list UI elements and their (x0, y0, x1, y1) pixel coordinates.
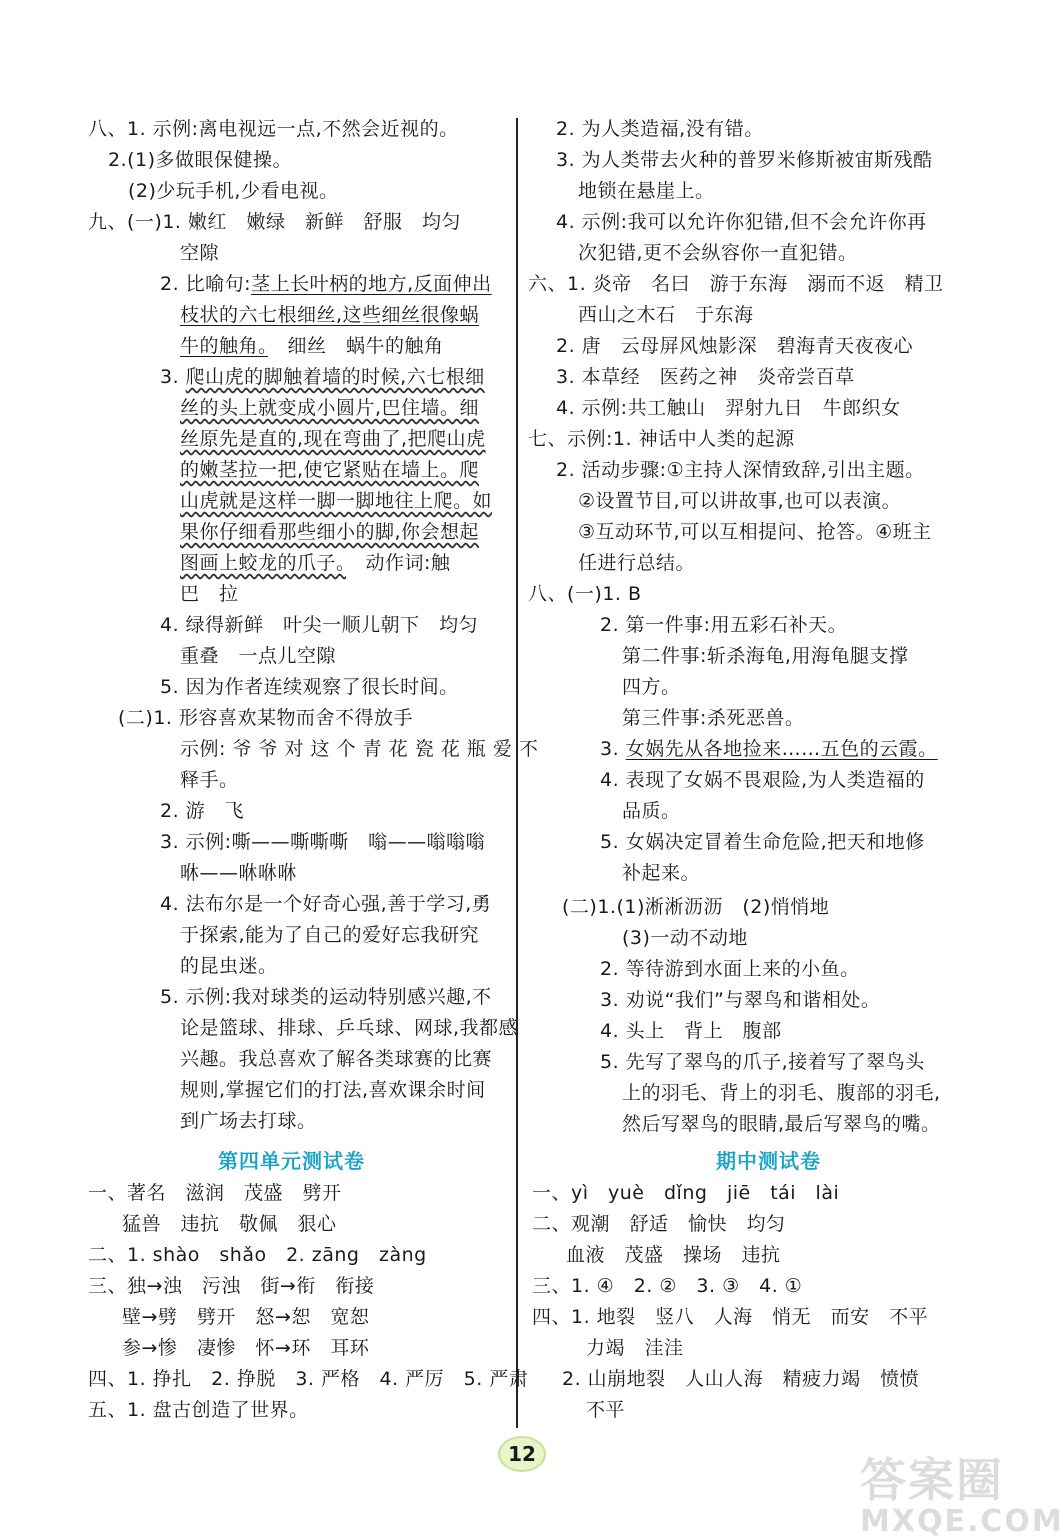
answer-line: 地锁在悬崖上。 (578, 180, 715, 202)
answer-line: ③互动环节,可以互相提问、抢答。④班主 (578, 521, 932, 543)
answer-line: 2. 唐 云母屏风烛影深 碧海青天夜夜心 (556, 335, 914, 357)
underlined-line: 枝状的六七根细丝,这些细丝很像蜗 (180, 304, 480, 326)
answer-text: 3. (160, 366, 186, 388)
answer-line: 2.(1)多做眼保健操。 (108, 149, 293, 171)
underlined-text: 女娲先从各地捡来……五色的云霞。 (625, 738, 938, 760)
answer-line: ②设置节目,可以讲故事,也可以表演。 (578, 490, 902, 512)
answer-line: 4. 头上 背上 腹部 (600, 1020, 782, 1042)
answer-line: 4. 表现了女娲不畏艰险,为人类造福的 (600, 769, 925, 791)
answer-line: 3. 为人类带去火种的普罗米修斯被宙斯残酷 (556, 149, 933, 171)
answer-line: 2. 活动步骤:①主持人深情致辞,引出主题。 (556, 459, 925, 481)
wavy-underlined-line: 的嫩茎拉一把,使它紧贴在墙上。爬 (180, 459, 480, 481)
answer-line: 3. 劝说“我们”与翠鸟和谐相处。 (600, 989, 881, 1011)
wavy-underlined-line: 丝的头上就变成小圆片,巴住墙。细 (180, 397, 480, 419)
answer-line: 不平 (586, 1399, 626, 1421)
answer-line: 任进行总结。 (578, 552, 696, 574)
answer-line: 一、yì yuè dǐng jiē tái lài (532, 1182, 840, 1204)
answer-line: 咻——咻咻咻 (180, 862, 298, 884)
answer-line: 重叠 一点儿空隙 (180, 645, 337, 667)
answer-line: 一、著名 滋润 茂盛 劈开 (88, 1182, 342, 1204)
wavy-underlined-line: 山虎就是这样一脚一脚地往上爬。如 (180, 490, 493, 512)
column-divider (516, 118, 518, 1428)
watermark-logo (860, 1444, 1064, 1539)
answer-line: 壁→劈 劈开 怒→恕 宽恕 (122, 1306, 370, 1328)
answer-line: 补起来。 (622, 862, 701, 884)
answer-line: 三、1. ④ 2. ② 3. ③ 4. ① (532, 1275, 803, 1297)
answer-line: (二)1. 形容喜欢某物而舍不得放手 (118, 707, 413, 729)
answer-line: 参→惨 凄惨 怀→环 耳环 (122, 1337, 370, 1359)
answer-line: (二)1.(1)淅淅沥沥 (2)悄悄地 (562, 896, 830, 918)
answer-text: 3. (600, 738, 626, 760)
answer-line: 猛兽 违抗 敬佩 狠心 (122, 1213, 337, 1235)
answer-line: 2. 为人类造福,没有错。 (556, 118, 764, 140)
answer-line: 七、示例:1. 神话中人类的起源 (528, 428, 795, 450)
answer-line: 3. 示例:嘶——嘶嘶嘶 嗡——嗡嗡嗡 (160, 831, 486, 853)
answer-line: 4. 示例:我可以允许你犯错,但不会允许你再 (556, 211, 927, 233)
answer-line: 于探索,能为了自己的爱好忘我研究 (180, 924, 480, 946)
watermark-url: MXQE.COM (860, 1504, 1064, 1539)
answer-line: 兴趣。我总喜欢了解各类球赛的比赛 (180, 1048, 493, 1070)
answer-line: 二、1. shào shǎo 2. zāng zàng (88, 1244, 427, 1266)
section-heading: 第四单元测试卷 (218, 1149, 365, 1173)
answer-line: 释手。 (180, 769, 239, 791)
answer-line: 空隙 (180, 242, 220, 264)
answer-line: 品质。 (622, 800, 681, 822)
answer-line: 5. 先写了翠鸟的爪子,接着写了翠鸟头 (600, 1051, 925, 1073)
answer-line: 四、1. 挣扎 2. 挣脱 3. 严格 4. 严厉 5. 严肃 (88, 1368, 529, 1390)
answer-text: 细丝 蜗牛的触角 (268, 335, 444, 357)
answer-line: 五、1. 盘古创造了世界。 (88, 1399, 309, 1421)
answer-line: 三、独→浊 污浊 街→衔 衔接 (88, 1275, 375, 1297)
answer-line: 八、1. 示例:离电视远一点,不然会近视的。 (88, 118, 459, 140)
answer-line (160, 362, 485, 393)
answer-line: 5. 女娲决定冒着生命危险,把天和地修 (600, 831, 925, 853)
answer-line: 5. 示例:我对球类的运动特别感兴趣,不 (160, 986, 492, 1008)
answer-line: 上的羽毛、背上的羽毛、腹部的羽毛, (622, 1082, 941, 1104)
answer-text: 动作词:触 (346, 552, 451, 574)
answer-line: 九、(一)1. 嫩红 嫩绿 新鲜 舒服 均匀 (88, 211, 461, 233)
answer-line: 六、1. 炎帝 名曰 游于东海 溺而不返 精卫 (528, 273, 944, 295)
watermark-text: 答案圈 (860, 1453, 1004, 1507)
answer-line: 4. 绿得新鲜 叶尖一顺儿朝下 均匀 (160, 614, 479, 636)
wavy-underlined-text: 图画上蛟龙的爪子。 (180, 552, 347, 574)
answer-line: 巴 拉 (180, 583, 239, 605)
underlined-text: 茎上长叶柄的地方,反面伸出 (251, 273, 492, 295)
answer-line: 示例: 爷 爷 对 这 个 青 花 瓷 花 瓶 爱 不 (180, 738, 539, 760)
answer-line: 规则,掌握它们的打法,喜欢课余时间 (180, 1079, 486, 1101)
answer-line: 到广场去打球。 (180, 1110, 317, 1132)
wavy-underlined-line: 果你仔细看那些细小的脚,你会想起 (180, 521, 480, 543)
wavy-underlined-line: 丝原先是直的,现在弯曲了,把爬山虎 (180, 428, 486, 450)
answer-line: 四、1. 地裂 竖八 人海 悄无 而安 不平 (532, 1306, 929, 1328)
answer-line: 4. 示例:共工触山 羿射九日 牛郎织女 (556, 397, 901, 419)
answer-line: 3. 本草经 医药之神 炎帝尝百草 (556, 366, 855, 388)
page-number: 12 (498, 1436, 546, 1472)
answer-line: 八、(一)1. B (528, 583, 642, 605)
answer-line: 的昆虫迷。 (180, 955, 278, 977)
answer-line (600, 734, 938, 765)
answer-line (180, 548, 450, 579)
underlined-text: 牛的触角。 (180, 335, 269, 357)
answer-line: 次犯错,更不会纵容你一直犯错。 (578, 242, 858, 264)
answer-line: 第三件事:杀死恶兽。 (622, 707, 805, 729)
answer-line: 西山之木石 于东海 (578, 304, 754, 326)
answer-line: 第二件事:斩杀海龟,用海龟腿支撑 (622, 645, 909, 667)
answer-line (180, 331, 444, 362)
answer-line: 2. 游 飞 (160, 800, 245, 822)
answer-line: 力竭 洼洼 (586, 1337, 684, 1359)
answer-text: 2. 比喻句: (160, 273, 252, 295)
answer-line: 4. 法布尔是一个好奇心强,善于学习,勇 (160, 893, 492, 915)
answer-line: 2. 山崩地裂 人山人海 精疲力竭 愤愤 (562, 1368, 920, 1390)
answer-line: 5. 因为作者连续观察了很长时间。 (160, 676, 459, 698)
wavy-underlined-text: 爬山虎的脚触着墙的时候,六七根细 (185, 366, 485, 388)
answer-line: 四方。 (622, 676, 681, 698)
answer-line: 2. 第一件事:用五彩石补天。 (600, 614, 848, 636)
answer-line: 论是篮球、排球、乒乓球、网球,我都感 (180, 1017, 519, 1039)
answer-line: 血液 茂盛 操场 违抗 (566, 1244, 781, 1266)
answer-line: (3)一动不动地 (622, 927, 748, 949)
answer-line: 二、观潮 舒适 愉快 均匀 (532, 1213, 786, 1235)
section-heading: 期中测试卷 (716, 1149, 821, 1173)
answer-line: (2)少玩手机,少看电视。 (128, 180, 339, 202)
answer-line: 2. 等待游到水面上来的小鱼。 (600, 958, 860, 980)
answer-line (160, 269, 492, 300)
answer-line: 然后写翠鸟的眼睛,最后写翠鸟的嘴。 (622, 1113, 941, 1135)
